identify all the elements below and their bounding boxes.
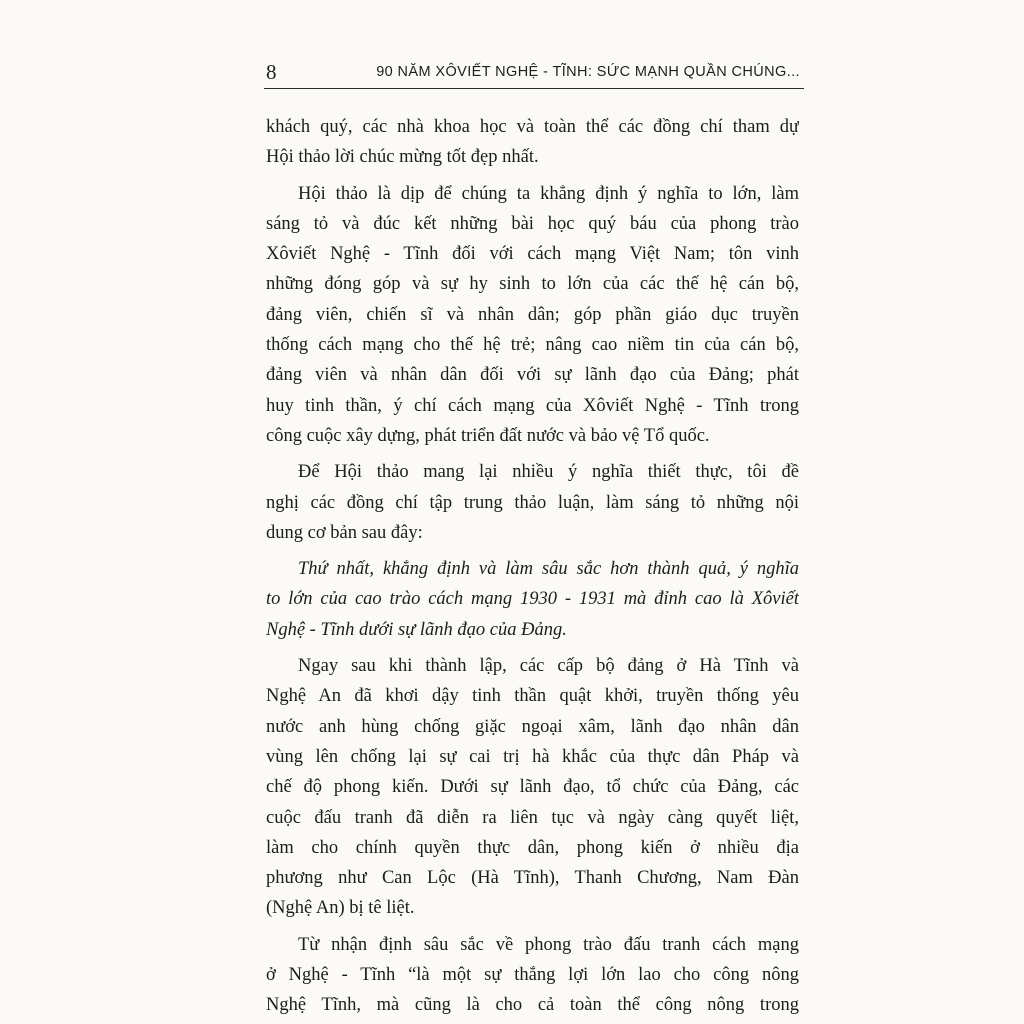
text-line: thống cách mạng cho thế hệ trẻ; nâng cao niềm tin của cán bộ, xyxy=(266,335,799,356)
text-line: công cuộc xây dựng, phát triển đất nước và bảo vệ Tổ quốc. xyxy=(266,425,710,446)
text-line: phương như Can Lộc (Hà Tĩnh), Thanh Chương, Nam Đàn xyxy=(266,868,799,889)
text-line: đảng viên, chiến sĩ và nhân dân; góp phần giáo dục truyền xyxy=(266,304,799,325)
text-line: làm cho chính quyền thực dân, phong kiến ở nhiều địa xyxy=(266,837,799,858)
text-line: sáng tỏ và đúc kết những bài học quý báu của phong trào xyxy=(266,213,799,234)
page-number: 8 xyxy=(266,60,277,84)
text-line: cuộc đấu tranh đã diễn ra liên tục và ngày càng quyết liệt, xyxy=(266,807,799,828)
text-line: huy tinh thần, ý chí cách mạng của Xôviết Nghệ - Tĩnh trong xyxy=(266,395,799,416)
paragraph-italic xyxy=(266,554,799,645)
text-line: Nghệ - Tĩnh dưới sự lãnh đạo của Đảng. xyxy=(266,619,567,640)
text-line: Từ nhận định sâu sắc về phong trào đấu tranh cách mạng xyxy=(298,934,799,955)
running-header xyxy=(264,60,804,89)
paragraph xyxy=(266,457,799,548)
text-line: Hội thảo là dịp để chúng ta khẳng định ý nghĩa to lớn, làm xyxy=(298,183,799,204)
text-line: (Nghệ An) bị tê liệt. xyxy=(266,898,415,919)
text-line: Để Hội thảo mang lại nhiều ý nghĩa thiết thực, tôi đề xyxy=(298,462,799,483)
text-line: đảng viên và nhân dân đối với sự lãnh đạo của Đảng; phát xyxy=(266,365,799,386)
text-line: Thứ nhất, khẳng định và làm sâu sắc hơn thành quả, ý nghĩa xyxy=(298,559,799,580)
text-line: chế độ phong kiến. Dưới sự lãnh đạo, tổ chức của Đảng, các xyxy=(266,777,799,798)
text-line: dung cơ bản sau đây: xyxy=(266,522,423,543)
text-line: Ngay sau khi thành lập, các cấp bộ đảng ở Hà Tĩnh và xyxy=(298,656,799,677)
text-line: Nghệ An đã khơi dậy tinh thần quật khởi, truyền thống yêu xyxy=(266,686,799,707)
text-line: ở Nghệ - Tĩnh “là một sự thắng lợi lớn lao cho công nông xyxy=(266,965,799,986)
running-title: 90 NĂM XÔVIẾT NGHỆ - TĨNH: SỨC MẠNH QUẦN CHÚNG... xyxy=(376,64,800,80)
text-line: Nghệ Tĩnh, mà cũng là cho cả toàn thể công nông trong xyxy=(266,995,799,1016)
paragraph xyxy=(266,651,799,924)
text-line: nước anh hùng chống giặc ngoại xâm, lãnh đạo nhân dân xyxy=(266,716,799,737)
text-line: Xôviết Nghệ - Tĩnh đối với cách mạng Việt Nam; tôn vinh xyxy=(266,244,799,265)
paragraph xyxy=(266,112,799,173)
paragraph xyxy=(266,179,799,452)
text-line: khách quý, các nhà khoa học và toàn thể các đồng chí tham dự xyxy=(266,117,799,137)
text-line: vùng lên chống lại sự cai trị hà khắc của thực dân Pháp và xyxy=(266,746,799,767)
body-text xyxy=(266,112,799,1021)
text-line: to lớn của cao trào cách mạng 1930 - 1931 mà đỉnh cao là Xôviết xyxy=(266,589,799,610)
text-line: Hội thảo lời chúc mừng tốt đẹp nhất. xyxy=(266,147,539,168)
text-line: nghị các đồng chí tập trung thảo luận, làm sáng tỏ những nội xyxy=(266,492,799,513)
paragraph xyxy=(266,930,799,1021)
text-line: những đóng góp và sự hy sinh to lớn của các thế hệ cán bộ, xyxy=(266,274,799,295)
